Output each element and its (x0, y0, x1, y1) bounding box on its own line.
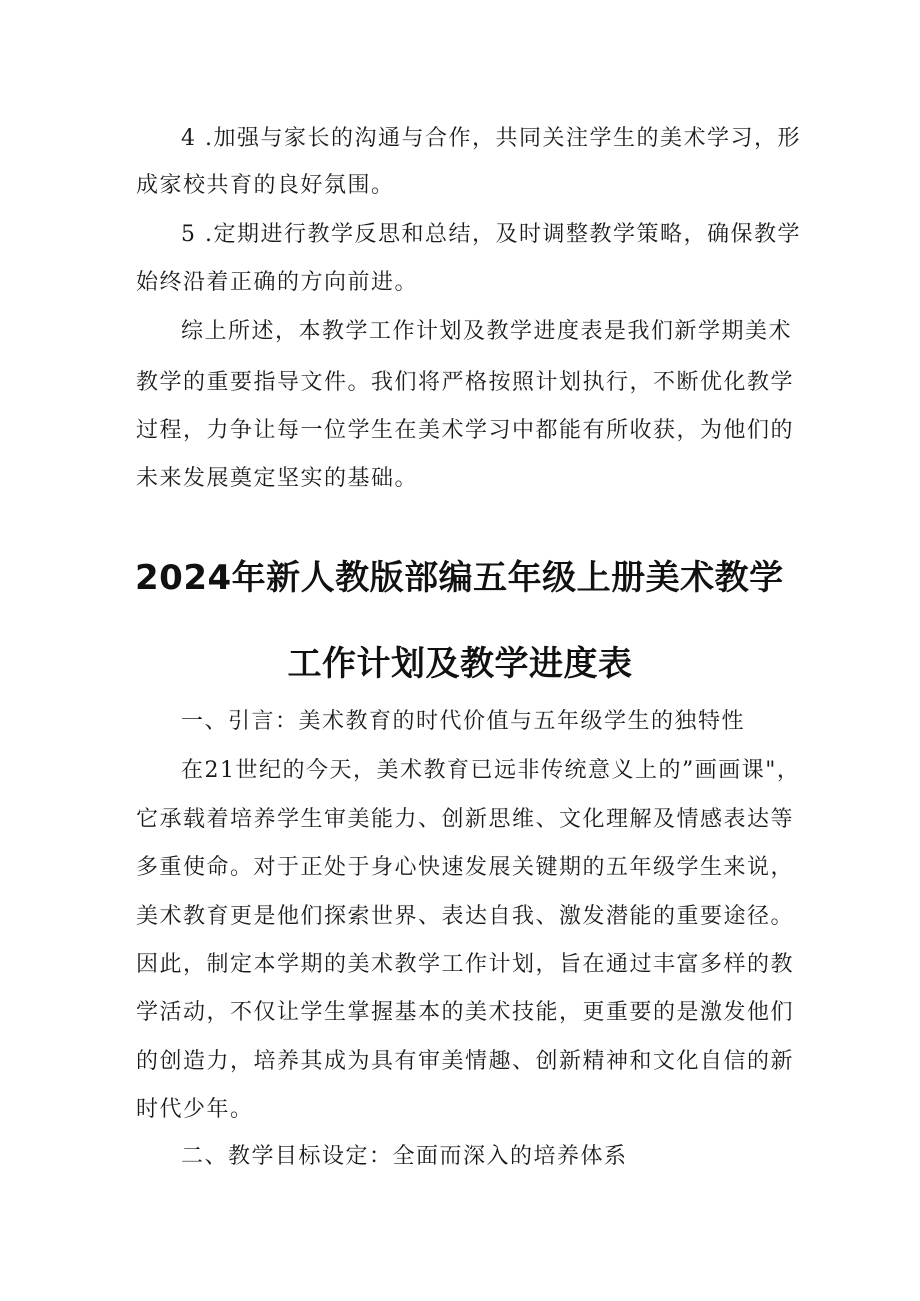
section-1-heading: 一、引言：美术教育的时代价值与五年级学生的独特性 (181, 709, 746, 734)
section-1-line-5: 因此，制定本学期的美术教学工作计划，旨在通过丰富多样的教 (136, 952, 795, 977)
list-item-5-line-2: 始终沿着正确的方向前进。 (136, 270, 419, 295)
summary-line-3: 过程，力争让每一位学生在美术学习中都能有所收获，为他们的 (136, 418, 795, 443)
summary-line-1: 综上所述，本教学工作计划及教学进度表是我们新学期美术 (181, 319, 793, 344)
document-title-line-2: 工作计划及教学进度表 (287, 644, 633, 684)
list-item-4-line-1: 4 .加强与家长的沟通与合作，共同关注学生的美术学习，形 (181, 126, 801, 151)
section-1-line-2: 它承载着培养学生审美能力、创新思维、文化理解及情感表达等 (136, 807, 795, 832)
section-1-line-3: 多重使命。对于正处于身心快速发展关键期的五年级学生来说， (136, 855, 795, 880)
section-1-line-4: 美术教育更是他们探索世界、表达自我、激发潜能的重要途径。 (136, 904, 795, 929)
section-1-line-1: 在21世纪的今天，美术教育已远非传统意义上的”画画课"， (181, 758, 801, 783)
document-title-line-1: 2024年新人教版部编五年级上册美术教学 (135, 558, 784, 598)
section-1-line-7: 的创造力，培养其成为具有审美情趣、创新精神和文化自信的新 (136, 1049, 795, 1074)
list-item-5-line-1: 5 .定期进行教学反思和总结，及时调整教学策略，确保教学 (181, 222, 801, 247)
summary-line-4: 未来发展奠定坚实的基础。 (136, 466, 419, 491)
summary-line-2: 教学的重要指导文件。我们将严格按照计划执行，不断优化教学 (136, 370, 795, 395)
section-2-heading: 二、教学目标设定：全面而深入的培养体系 (181, 1144, 628, 1169)
section-1-line-8: 时代少年。 (136, 1097, 254, 1122)
list-item-4-line-2: 成家校共育的良好氛围。 (136, 173, 395, 198)
section-1-line-6: 学活动，不仅让学生掌握基本的美术技能，更重要的是激发他们 (136, 1000, 795, 1025)
